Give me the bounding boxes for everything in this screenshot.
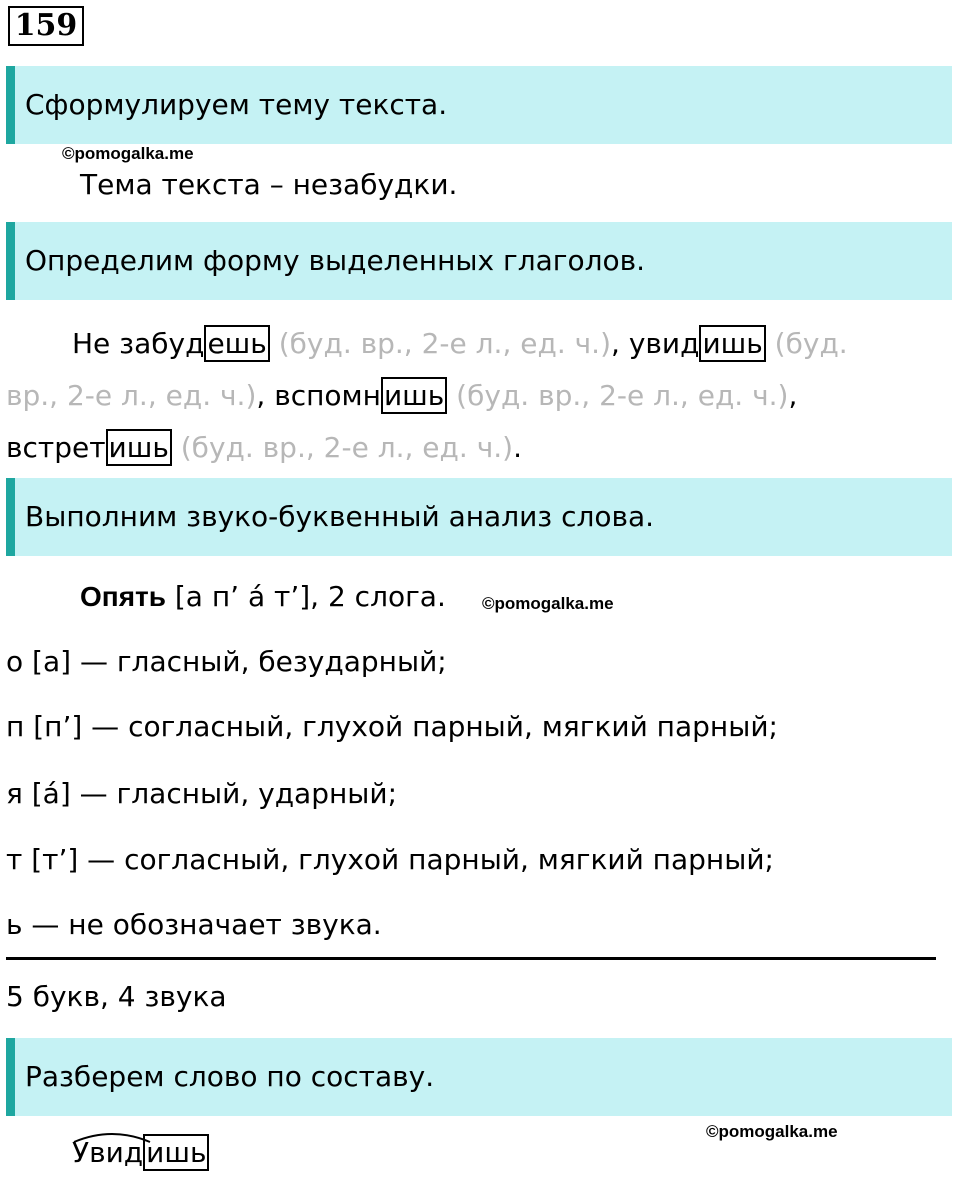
phonetic-line: п [п’] — согласный, глухой парный, мягкий парный; <box>6 710 778 743</box>
word-ending-box: ишь <box>143 1134 209 1171</box>
verb-1: Не забуд ешь (буд. вр., 2-е л., ед. ч.), <box>72 327 629 360</box>
phonetic-transcription: [а п’ а́ т’], 2 слога. <box>165 580 446 613</box>
verb-ending-box: ешь <box>204 325 269 362</box>
section-header-phonetic: Выполним звуко-буквенный анализ слова. <box>6 478 952 556</box>
root-arc <box>72 1128 222 1144</box>
phonetic-line: я [а́] — гласный, ударный; <box>6 777 398 810</box>
verb-ending-box: ишь <box>381 377 447 414</box>
phonetic-word: Опять <box>80 581 166 612</box>
word-root: Увид <box>72 1136 144 1169</box>
verb-ending-box: ишь <box>106 429 172 466</box>
theme-answer: Тема текста – незабудки. <box>80 168 458 201</box>
divider <box>6 957 936 960</box>
verb-4: встрет ишь (буд. вр., 2-е л., ед. ч.). <box>6 431 522 464</box>
verb-ending-box: ишь <box>699 325 765 362</box>
task-number: 159 <box>8 6 84 46</box>
section-header-verbs: Определим форму выделенных глаголов. <box>6 222 952 300</box>
verbs-paragraph <box>6 318 906 474</box>
phonetic-line: ь — не обозначает звука. <box>6 908 382 941</box>
phonetic-word-line <box>80 580 446 613</box>
verb-2: увид ишь (буд. вр., 2-е л., ед. ч.), <box>6 327 848 412</box>
watermark: ©pomogalka.me <box>482 594 614 613</box>
watermark: ©pomogalka.me <box>62 144 194 163</box>
watermark: ©pomogalka.me <box>706 1122 838 1141</box>
section-header-theme: Сформулируем тему текста. <box>6 66 952 144</box>
phonetic-line: о [а] — гласный, безударный; <box>6 645 447 678</box>
phonetic-line: т [т’] — согласный, глухой парный, мягкий парный; <box>6 843 774 876</box>
morphemic-word <box>72 1136 209 1169</box>
section-header-morphemic: Разберем слово по составу. <box>6 1038 952 1116</box>
verb-3: вспомн ишь (буд. вр., 2-е л., ед. ч.), <box>274 379 798 412</box>
phonetic-summary: 5 букв, 4 звука <box>6 980 227 1013</box>
